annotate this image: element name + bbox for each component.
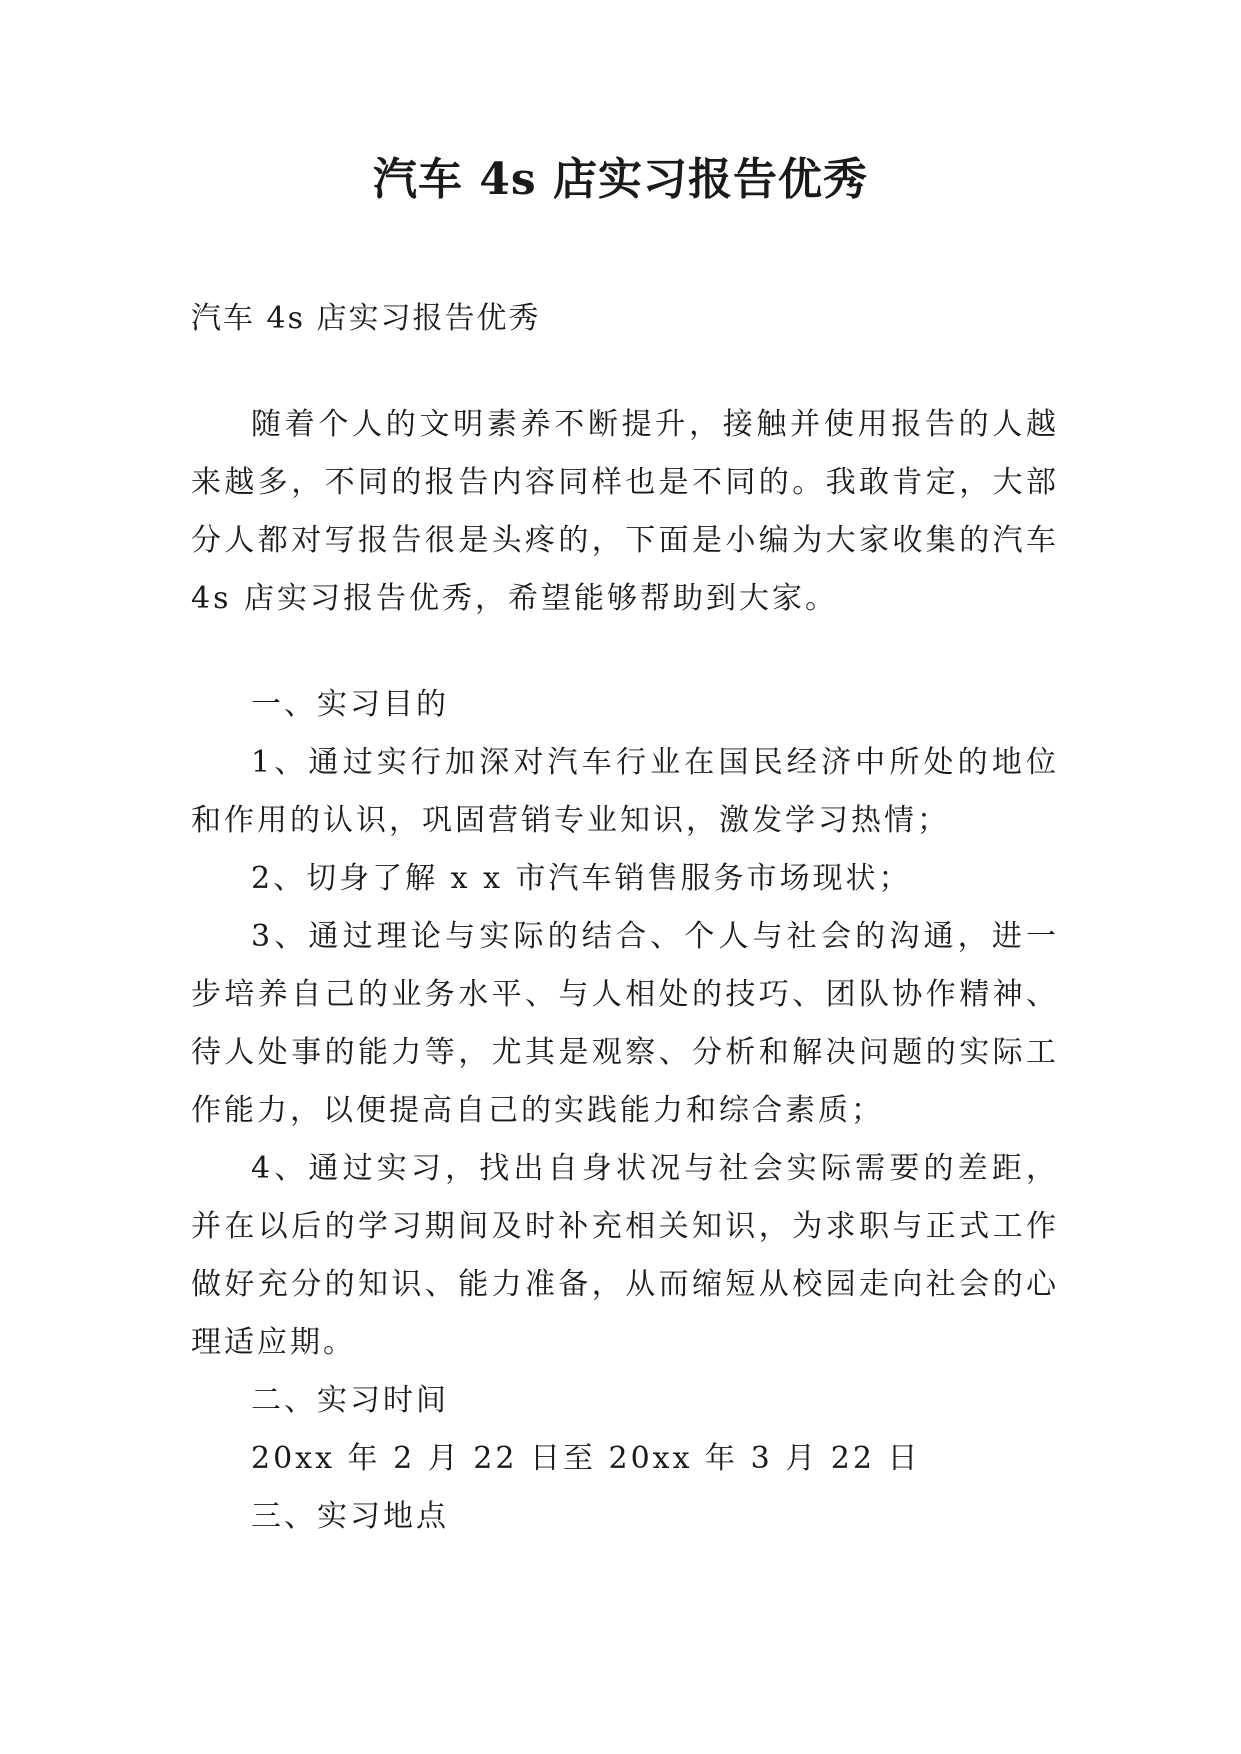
intro-paragraph: 随着个人的文明素养不断提升，接触并使用报告的人越来越多，不同的报告内容同样也是不同的。我敢肯定，大部分人都对写报告很是头疼的，下面是小编为大家收集的汽车 4s 店实习报告优秀，希望能够帮助到大家。 xyxy=(191,407,1059,616)
section-heading-location: 三、实习地点 xyxy=(251,1499,449,1534)
purpose-item-1: 1、通过实行加深对汽车行业在国民经济中所处的地位和作用的认识，巩固营销专业知识，激发学习热情； xyxy=(191,745,1059,838)
internship-period: 20xx 年 2 月 22 日至 20xx 年 3 月 22 日 xyxy=(251,1441,921,1476)
purpose-item-2: 2、切身了解 x x 市汽车销售服务市场现状； xyxy=(251,861,912,896)
section-heading-time: 二、实习时间 xyxy=(251,1383,449,1418)
document-subtitle: 汽车 4s 店实习报告优秀 xyxy=(191,301,541,336)
purpose-item-3: 3、通过理论与实际的结合、个人与社会的沟通，进一步培养自己的业务水平、与人相处的技巧、团队协作精神、待人处事的能力等，尤其是观察、分析和解决问题的实际工作能力，以便提高自己的实践能力和综合素质； xyxy=(191,919,1059,1128)
document-body xyxy=(191,290,1059,1546)
document-title: 汽车 4s 店实习报告优秀 xyxy=(372,154,869,205)
purpose-item-4: 4、通过实习，找出自身状况与社会实际需要的差距，并在以后的学习期间及时补充相关知识，为求职与正式工作做好充分的知识、能力准备，从而缩短从校园走向社会的心理适应期。 xyxy=(191,1151,1059,1360)
section-heading-purpose: 一、实习目的 xyxy=(251,687,449,722)
